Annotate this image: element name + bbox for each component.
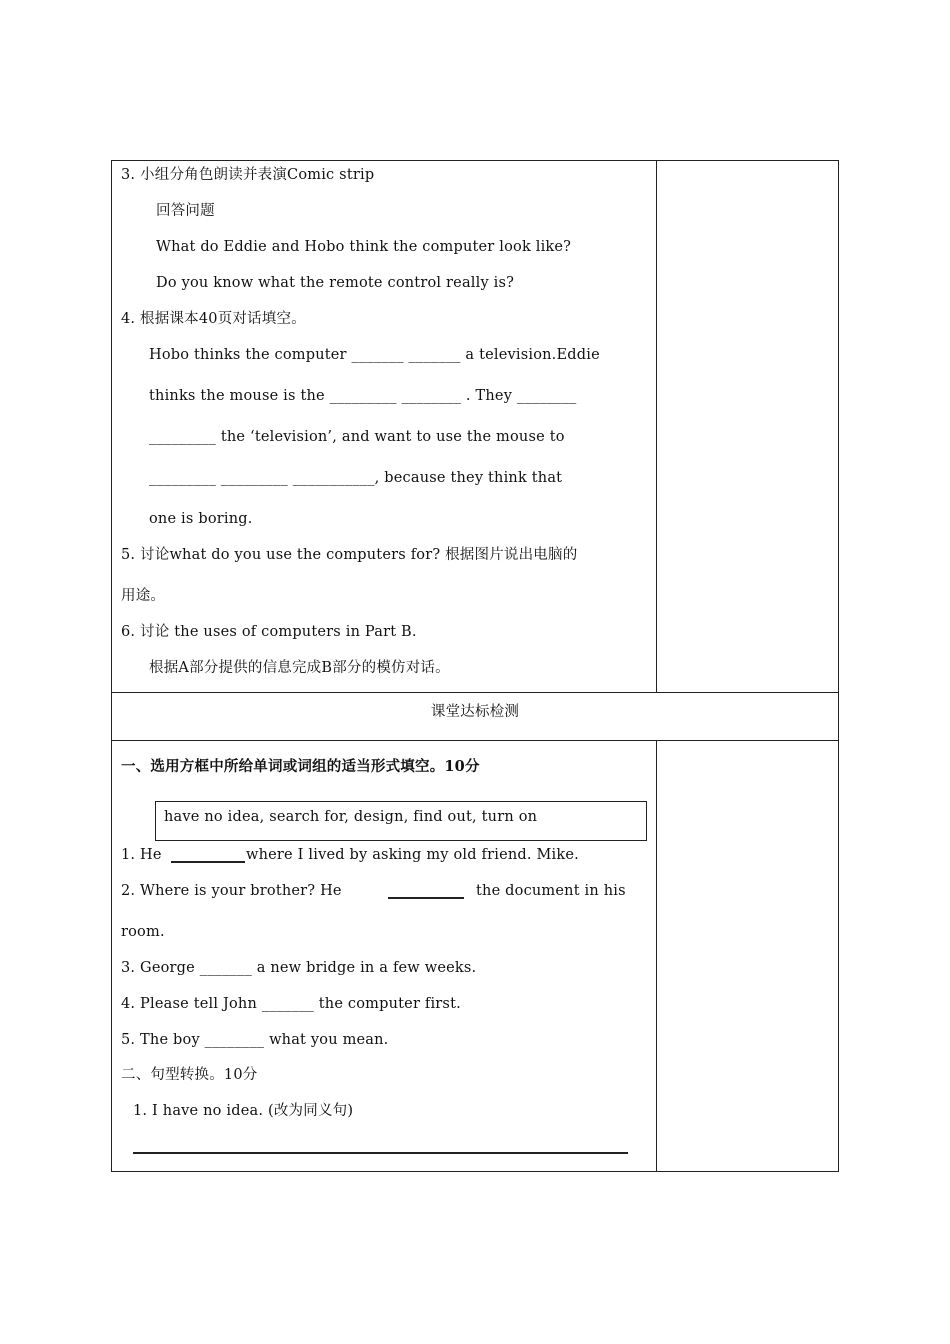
row-divider-1 [111,692,839,693]
column-divider-bottom [656,740,657,1172]
item-4-line-2: thinks the mouse is the _________ ________ . They ________ [149,388,577,404]
sentence-4: 4. Please tell John _______ the computer first. [121,996,461,1012]
answer-line[interactable] [133,1152,628,1154]
section-header: 课堂达标检测 [430,704,520,720]
item-4-line-3: _________ the ‘television’, and want to use the mouse to [149,429,565,445]
sentence-2-prefix: 2. Where is your brother? He [121,883,342,899]
item-3-title: 3. 小组分角色朗读并表演Comic strip [121,167,375,183]
sentence-2-blank[interactable] [388,897,464,899]
item-4-title: 4. 根据课本40页对话填空。 [121,311,306,327]
sentence-2-suffix: the document in his [476,883,626,899]
word-bank-text: have no idea, search for, design, find out, turn on [164,809,538,825]
item-6-line-1: 6. 讨论 the uses of computers in Part B. [121,624,417,640]
sentence-1-blank[interactable] [171,861,245,863]
exercise-1-heading: 一、选用方框中所给单词或词组的适当形式填空。10分 [121,758,480,775]
sentence-2-line-2: room. [121,924,165,940]
sentence-1-suffix: where I lived by asking my old friend. Mike. [246,847,579,863]
item-4-line-5: one is boring. [149,511,253,527]
item-3-question-2: Do you know what the remote control really is? [156,275,515,291]
row-divider-2 [111,740,839,741]
item-4-line-1: Hobo thinks the computer _______ _______ a television.Eddie [149,347,600,363]
item-3-question-1: What do Eddie and Hobo think the computer look like? [156,239,572,255]
item-5-line-2: 用途。 [121,588,166,604]
sentence-3: 3. George _______ a new bridge in a few weeks. [121,960,477,976]
sentence-5: 5. The boy ________ what you mean. [121,1032,389,1048]
item-4-line-4: _________ _________ ___________, because they think that [149,470,563,486]
sentence-1-prefix: 1. He [121,847,162,863]
transform-sentence-1: 1. I have no idea. (改为同义句) [133,1103,354,1119]
item-3-subtitle: 回答问题 [156,203,215,219]
column-divider-top [656,160,657,692]
exercise-2-heading: 二、句型转换。10分 [121,1067,258,1083]
item-5-line-1: 5. 讨论what do you use the computers for? 根据图片说出电脑的 [121,547,578,563]
item-6-line-2: 根据A部分提供的信息完成B部分的模仿对话。 [149,660,450,676]
